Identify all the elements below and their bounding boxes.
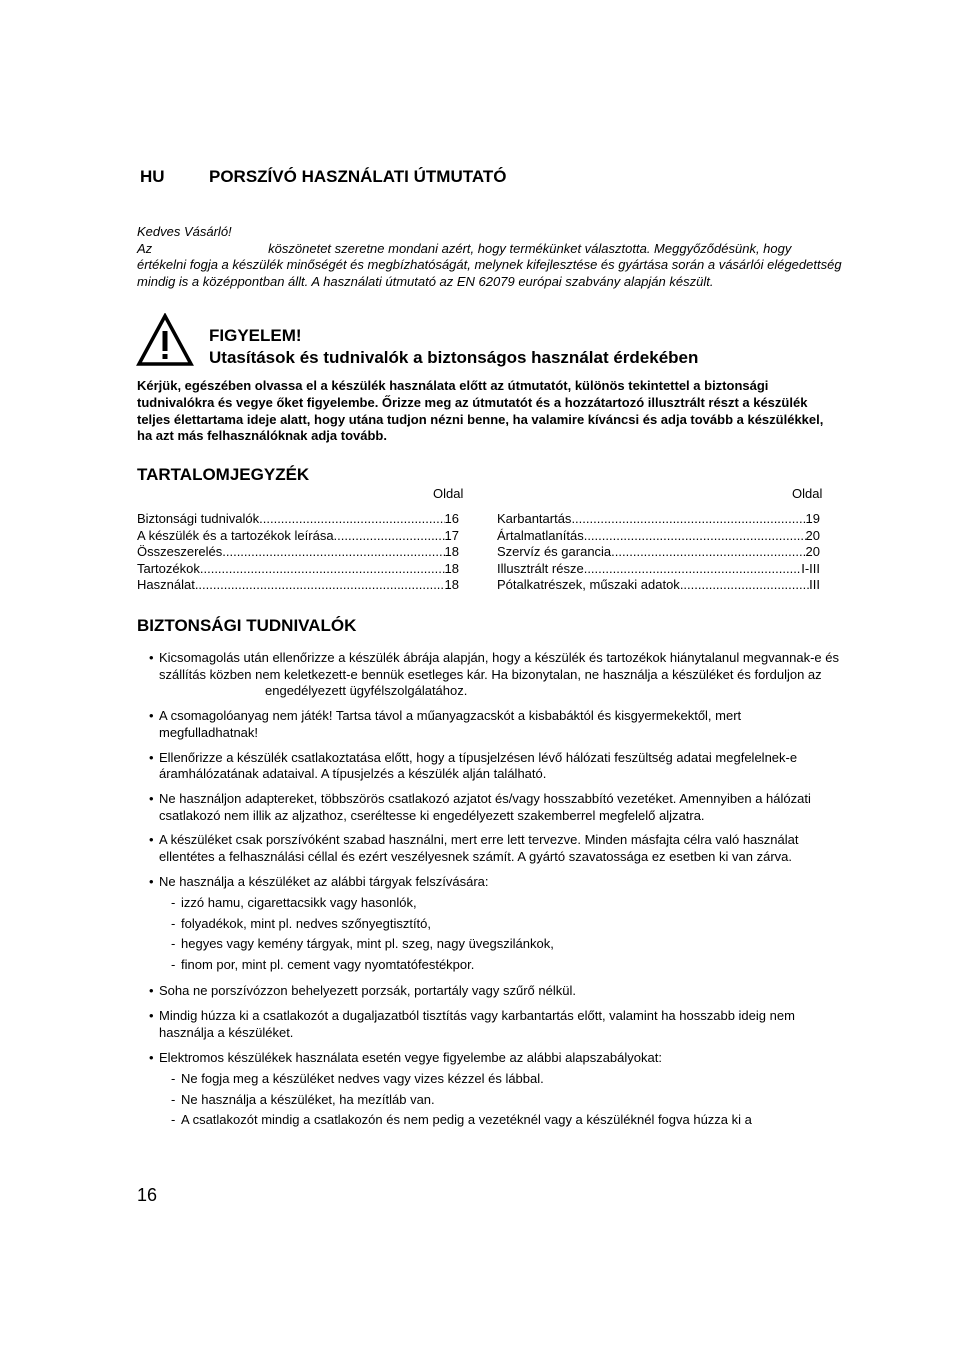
- toc-entry[interactable]: [137, 544, 459, 561]
- toc-leader: [571, 511, 805, 528]
- toc-entry-label: Összeszerelés: [137, 544, 223, 560]
- toc-entry-label: Karbantartás: [497, 511, 572, 526]
- toc-entry-label: Szervíz és garancia: [497, 544, 612, 560]
- intro-lead: Az: [137, 240, 153, 256]
- toc-entry-page: 17: [444, 527, 459, 543]
- intro-text: [137, 241, 842, 291]
- toc-leader: [259, 511, 444, 528]
- list-item-text: engedélyezett ügyfélszolgálatához.: [265, 683, 468, 699]
- toc-leader: [195, 577, 445, 594]
- toc-leader: [334, 528, 445, 545]
- list-item-text: Kicsomagolás után ellenőrizze a készülék ábrája alapján, hogy a készülék és tartozékok hiánytalanul megvannak-e és szállítás közben nem keletkezett-e bennük esetleges kár. Ha bizonytalan, ne használja a készüléket és forduljon az: [159, 650, 840, 682]
- warning-heading: [209, 325, 698, 369]
- list-item: • Soha ne porszívózzon behelyezett porzsák, portartály vagy szűrő nélkül.: [149, 983, 839, 1000]
- toc-entry-page: 20: [805, 544, 820, 560]
- toc-page-label-right: Oldal: [792, 486, 823, 501]
- sub-list: [159, 1069, 839, 1131]
- document-title: PORSZÍVÓ HASZNÁLATI ÚTMUTATÓ: [209, 167, 507, 186]
- sub-list: [159, 893, 839, 975]
- list-item: • Ne használjon adaptereket, többszörös csatlakozó azjatot és/vagy hosszabbító vezetéket. Amennyiben a hálózati csatlakozó nem illik az aljzathoz, cseréltesse ki engedélyezett szakemberrel megfelelő aljzatra.: [149, 791, 839, 824]
- language-code: HU: [140, 167, 165, 186]
- list-item: [149, 1050, 839, 1131]
- safety-list: [149, 650, 839, 1139]
- toc-entry[interactable]: [137, 528, 459, 545]
- sub-list-item: - Ne fogja meg a készüléket nedves vagy vizes kézzel és lábbal.: [171, 1069, 839, 1090]
- toc-entry-label: Biztonsági tudnivalók: [137, 511, 260, 526]
- warning-body: Kérjük, egészében olvassa el a készülék használata előtt az útmutatót, különös tekintettel a biztonsági tudnivalókra és vegye őket figyelembe. Őrizze meg az útmutatót és a hozzátartozó illusztrált részt a készülék teljes élettartama ideje alatt, hogy utána tudjon nézni benne, ha valamire kíváncsi és adja tovább a készülékkel, ha azt más felhasználóknak adja tovább.: [137, 378, 824, 444]
- list-item: • A készüléket csak porszívóként szabad használni, mert erre lett tervezve. Minden másfajta célra való használat ellentétes a felhasználási céllal és ezért veszélyesnek számít. A gyártó szavatossága ez esetben ki van zárva.: [149, 832, 839, 865]
- intro-paragraph: [137, 224, 842, 290]
- toc-entry-page: 20: [805, 527, 820, 543]
- toc-entry[interactable]: [497, 528, 820, 545]
- toc-entry[interactable]: [497, 511, 820, 528]
- page-number: 16: [137, 1185, 158, 1205]
- toc-leader: [680, 577, 809, 594]
- sub-list-item: - Ne használja a készüléket, ha mezítláb van.: [171, 1090, 839, 1111]
- toc-page-label-left: Oldal: [433, 486, 464, 501]
- intro-greeting: Kedves Vásárló!: [137, 224, 232, 239]
- warning-subtitle: Utasítások és tudnivalók a biztonságos használat érdekében: [209, 348, 699, 367]
- toc-entry-label: Ártalmatlanítás: [497, 527, 584, 543]
- safety-heading: BIZTONSÁGI TUDNIVALÓK: [137, 616, 357, 635]
- list-item: • A csomagolóanyag nem játék! Tartsa távol a műanyagzacskót a kisbabáktól és kisgyermekektől, mert megfulladhatnak!: [149, 708, 839, 741]
- toc-leader: [200, 561, 445, 578]
- toc-entry[interactable]: [137, 577, 459, 594]
- toc-entry-page: 18: [444, 544, 459, 560]
- toc-column-right: [497, 511, 820, 594]
- toc-leader: [611, 544, 805, 561]
- toc-entry-label: Használat: [137, 577, 195, 593]
- sub-list-item: - A csatlakozót mindig a csatlakozón és nem pedig a vezetéknél vagy a készüléknél fogva húzza ki a: [171, 1110, 839, 1131]
- intro-body: köszönetet szeretne mondani azért, hogy termékünket választotta. Meggyőződésünk, hogy értékelni fogja a készülék minőségét és megbízhatóságát, melynek kifejlesztése és gyártása során a vásárlói elégedettség mindig is a középpontban állt. A használati útmutató az EN 62079 európai szabvány alapján készült.: [137, 240, 842, 289]
- list-item: [149, 874, 839, 976]
- list-item: [149, 650, 839, 700]
- toc-entry[interactable]: [497, 561, 820, 578]
- toc-entry-label: Tartozékok: [137, 560, 200, 576]
- toc-entry-page: 19: [805, 511, 820, 526]
- toc-entry-page: 18: [444, 577, 459, 593]
- warning-triangle-icon: [136, 313, 194, 367]
- sub-list-item: - hegyes vagy kemény tárgyak, mint pl. szeg, nagy üvegszilánkok,: [171, 934, 839, 955]
- list-item: • Mindig húzza ki a csatlakozót a dugaljazatból tisztítás vagy karbantartás előtt, valamint ha hosszabb ideig nem használja a készüléket.: [149, 1008, 839, 1041]
- toc-entry-page: 18: [444, 560, 459, 576]
- sub-list-item: - izzó hamu, cigarettacsikk vagy hasonlók,: [171, 893, 839, 914]
- toc-entry[interactable]: [497, 577, 820, 594]
- toc-entry-page: 16: [444, 511, 459, 526]
- toc-leader: [584, 561, 802, 578]
- toc-entry-page: I-III: [801, 560, 820, 576]
- toc-leader: [584, 528, 806, 545]
- toc-heading: TARTALOMJEGYZÉK: [137, 465, 310, 484]
- list-item: • Ellenőrizze a készülék csatlakoztatása előtt, hogy a típusjelzésen lévő hálózati feszültség adatai megfelelnek-e áramhálózatának adataival. A típusjelzés a készülék alján található.: [149, 750, 839, 783]
- toc-column-left: [137, 511, 459, 594]
- toc-entry-label: Illusztrált része: [497, 560, 584, 576]
- list-item-text: • Elektromos készülékek használata esetén vegye figyelembe az alábbi alapszabályokat:: [159, 1049, 662, 1065]
- toc-entry[interactable]: [137, 511, 459, 528]
- toc-leader: [222, 544, 444, 561]
- toc-entry[interactable]: [497, 544, 820, 561]
- warning-title: FIGYELEM!: [209, 326, 302, 345]
- list-item-text: • Ne használja a készüléket az alábbi tárgyak felszívására:: [159, 873, 489, 889]
- toc-entry-label: Pótalkatrészek, műszaki adatok: [497, 577, 680, 593]
- toc-entry-label: A készülék és a tartozékok leírása: [137, 527, 334, 543]
- sub-list-item: - folyadékok, mint pl. nedves szőnyegtisztító,: [171, 914, 839, 935]
- toc-entry[interactable]: [137, 561, 459, 578]
- sub-list-item: - finom por, mint pl. cement vagy nyomtatófestékpor.: [171, 955, 839, 976]
- toc-entry-page: III: [809, 577, 820, 593]
